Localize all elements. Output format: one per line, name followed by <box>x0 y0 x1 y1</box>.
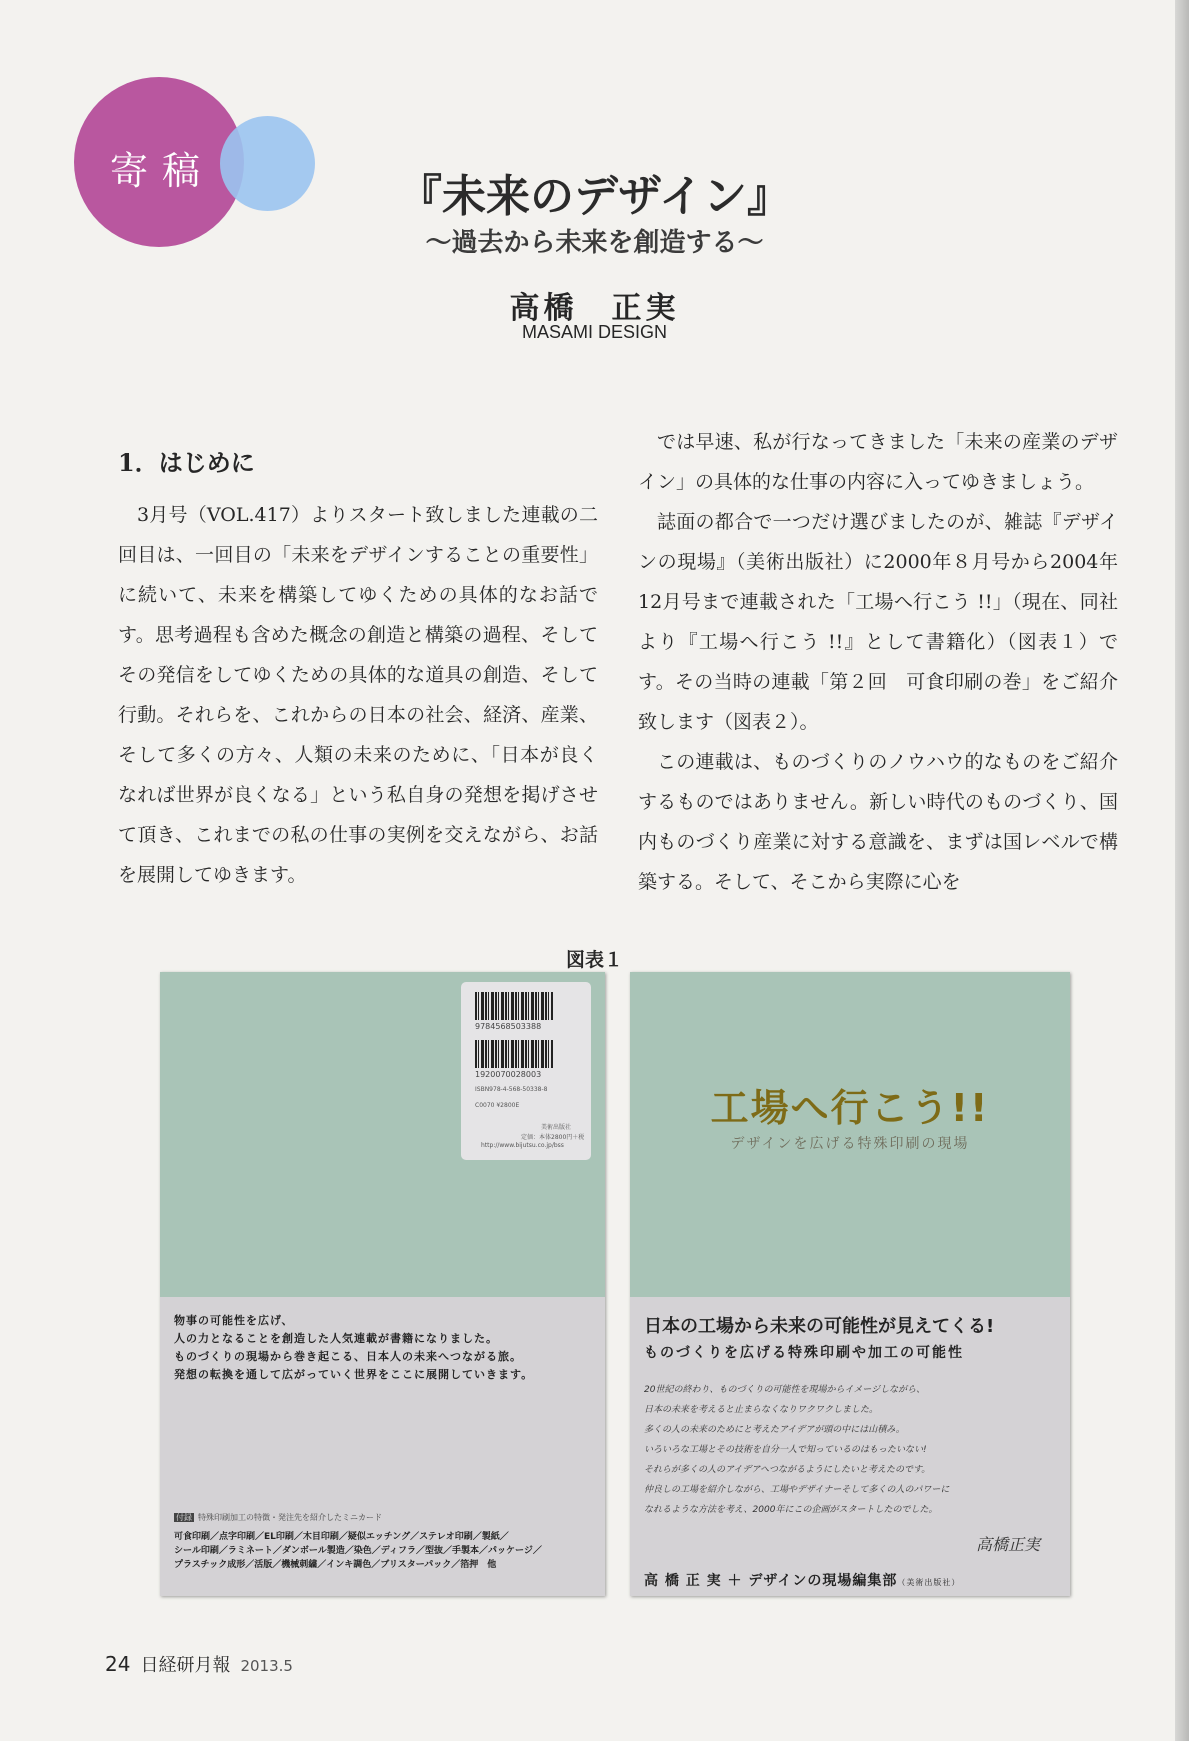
issue-date: 2013.5 <box>240 1657 293 1675</box>
blurb-line: 発想の転換を通して広がっていく世界をここに展開していきます。 <box>174 1368 534 1381</box>
handwritten-line: それらが多くの人のアイデアへつながるようにしたいと考えたのです。 <box>644 1465 931 1475</box>
handwritten-line: なれるような方法を考え、2000年にこの企画がスタートしたのでした。 <box>644 1505 938 1515</box>
contribution-badge: 寄稿 <box>110 149 215 193</box>
figure-caption: 図表１ <box>565 949 623 971</box>
handwritten-message <box>644 1380 949 1520</box>
book-front-cover-photo <box>630 972 1070 1596</box>
handwritten-line: いろいろな工場とその技術を自分一人で知っているのはもったいない! <box>644 1445 927 1455</box>
barcode-label <box>461 982 591 1160</box>
book-back-cover-photo <box>160 972 605 1596</box>
paragraph: この連載は、ものづくりのノウハウ的なものをご紹介するものではありません。新しい時代のものづくり、国内ものづくり産業に対する意識を、まずは国レベルで構築する。そして、そこから実際に心を <box>638 751 1118 893</box>
paragraph: では早速、私が行なってきました「未来の産業のデザイン」の具体的な仕事の内容に入ってゆきましょう。 <box>638 431 1118 493</box>
cover-top-panel <box>160 972 605 1297</box>
price: 定価：本体2800円＋税 <box>521 1134 585 1141</box>
page-footer <box>105 1651 293 1677</box>
technique-list <box>174 1530 542 1572</box>
magazine-name: 日経研月報 <box>140 1655 231 1676</box>
book-title: 工場へ行こう!! <box>710 1086 990 1130</box>
blurb-line: ものづくりの現場から巻き起こる、日本人の未来へつながる旅。 <box>174 1350 522 1363</box>
author-credit: 高 橋 正 実 ＋ デザインの現場編集部 <box>644 1573 898 1589</box>
book-subtitle: デザインを広げる特殊印刷の現場 <box>730 1136 970 1152</box>
back-cover-blurb <box>174 1312 533 1384</box>
handwritten-signature: 高橋正実 <box>975 1535 1040 1554</box>
technique-line: プラスチック成形／活版／機械刺繍／インキ調色／ブリスターパック／箔押 他 <box>174 1560 497 1570</box>
barcode-icon <box>475 1040 553 1068</box>
author-name: 高橋 正実 <box>509 291 680 326</box>
minicard-text: 特殊印刷加工の特徴・発注先を紹介したミニカード <box>198 1513 382 1522</box>
blurb-line: 物事の可能性を広げ、 <box>174 1314 294 1327</box>
handwritten-line: 20世紀の終わり、ものづくりの可能性を現場からイメージしながら、 <box>644 1385 926 1395</box>
blurb-line: 人の力となることを創造した人気連載が書籍になりました。 <box>174 1332 498 1345</box>
book-author-line <box>644 1570 960 1590</box>
minicard-note <box>174 1512 382 1523</box>
page-edge <box>1175 0 1189 1741</box>
paragraph: 3月号（VOL.417）よりスタート致しました連載の二回目は、一回目の「未来をデザインすることの重要性」に続いて、未来を構築してゆくための具体的なお話です。思考過程も含めた概念の創造と構築の過程、そしてその発信をしてゆくための具体的な道具の創造、そして行動。それらを、これからの日本の社会、経済、産業、そして多くの方々、人類の未来のために、「日本が良くなれば世界が良くなる」という私自身の発想を掲げさせて頂き、これまでの私の仕事の実例を交えながら、お話を展開してゆきます。 <box>118 504 598 886</box>
right-column <box>638 422 1118 902</box>
publisher-credit: （美術出版社） <box>897 1578 961 1587</box>
handwritten-line: 日本の未来を考えると止まらなくなりワクワクしました。 <box>644 1405 879 1415</box>
barcode-number: 9784568503388 <box>475 1022 542 1031</box>
article-title: 『未来のデザイン』 <box>398 171 791 222</box>
publisher-name: 美術出版社 <box>541 1124 572 1131</box>
article-subtitle: 〜過去から未来を創造する〜 <box>425 228 764 258</box>
technique-line: 可食印刷／点字印刷／EL印刷／木目印刷／疑似エッチング／ステレオ印刷／製紙／ <box>174 1532 509 1542</box>
c-code: C0070 ¥2800E <box>475 1102 520 1109</box>
isbn: ISBN978-4-568-50338-8 <box>475 1086 548 1093</box>
publisher-url: http://www.bijutsu.co.jp/bss <box>481 1142 564 1149</box>
barcode-icon <box>475 992 553 1020</box>
handwritten-line: 多くの人の未来のためにと考えたアイデアが頭の中には山積み。 <box>644 1425 905 1435</box>
author-company: MASAMI DESIGN <box>521 322 668 342</box>
technique-line: シール印刷／ラミネート／ダンボール製造／染色／ディフラ／型抜／手製本／パッケージ／ <box>174 1546 542 1556</box>
barcode-number: 1920070028003 <box>475 1070 542 1079</box>
book-headline: 日本の工場から未来の可能性が見えてくる! <box>644 1316 995 1337</box>
section-heading: 1．はじめに <box>118 448 255 477</box>
left-column <box>118 495 598 895</box>
page-number: 24 <box>105 1652 131 1676</box>
book-subheadline: ものづくりを広げる特殊印刷や加工の可能性 <box>644 1345 964 1361</box>
minicard-tag: 付録 <box>176 1513 192 1522</box>
paragraph: 誌面の都合で一つだけ選びましたのが、雑誌『デザインの現場』（美術出版社）に2000年８月号から2004年12月号まで連載された「工場へ行こう !!」（現在、同社より『工場へ行こう !!』として書籍化）（図表１）です。その当時の連載「第２回 可食印刷の巻」をご紹介致します（図表２）。 <box>638 511 1118 733</box>
handwritten-line: 仲良しの工場を紹介しながら、工場やデザイナーそして多くの人のパワーに <box>644 1485 950 1495</box>
